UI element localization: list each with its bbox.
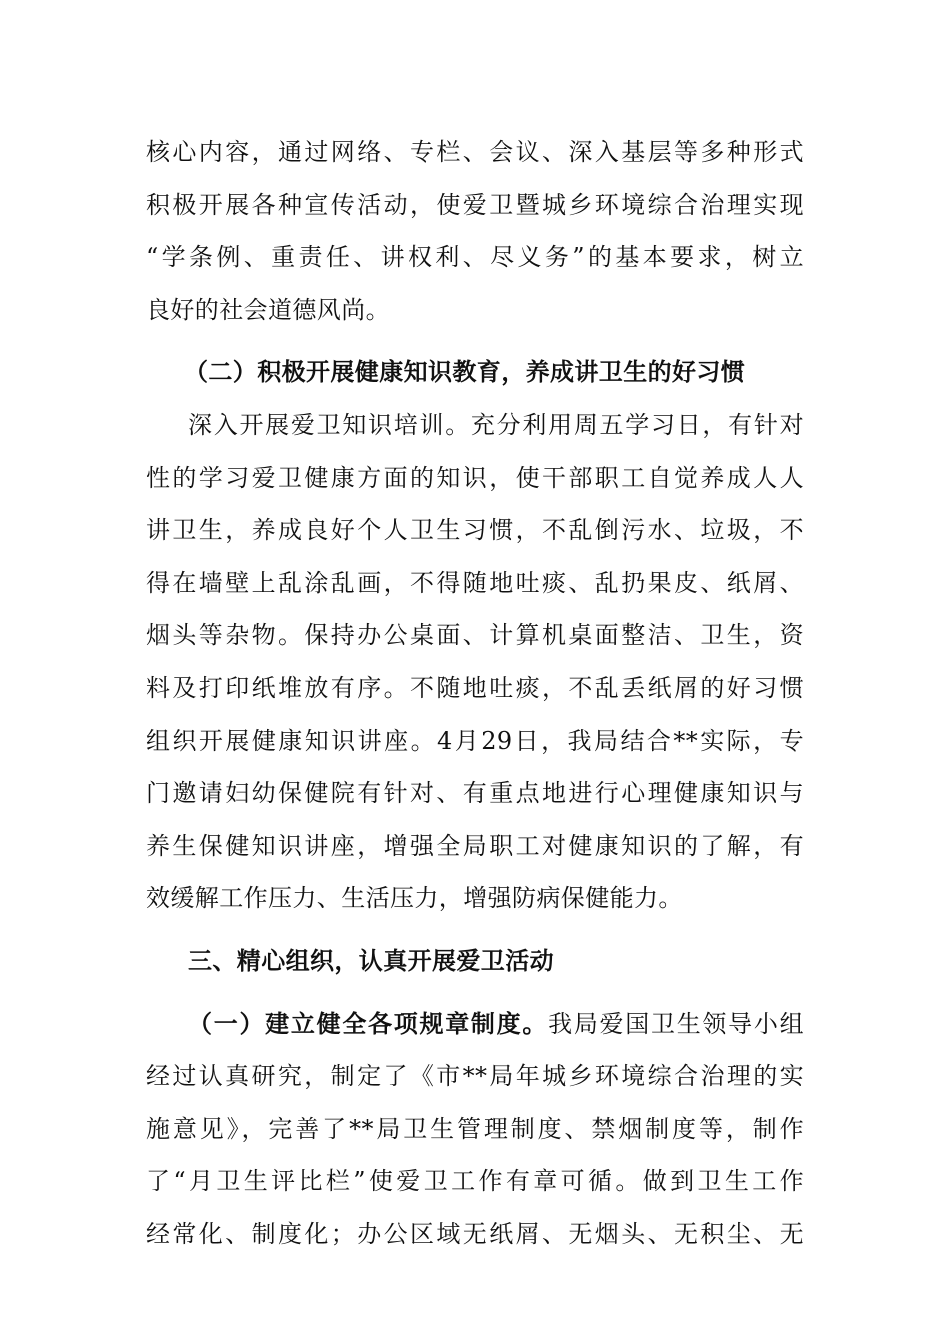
paragraph-line: 良好的社会道德风尚。 <box>146 295 390 324</box>
paragraph-line: 门邀请妇幼保健院有针对、有重点地进行心理健康知识与 <box>146 779 804 808</box>
paragraph-line: 了“月卫生评比栏”使爱卫工作有章可循。做到卫生工作 <box>146 1167 804 1196</box>
section-heading-3: 三、精心组织，认真开展爱卫活动 <box>188 945 554 975</box>
paragraph-line: 组织开展健康知识讲座。4月29日，我局结合**实际，专 <box>146 726 804 755</box>
document-page <box>146 126 804 1260</box>
paragraph-line: 讲卫生，养成良好个人卫生习惯，不乱倒污水、垃圾，不 <box>146 516 804 545</box>
paragraph-text: 我局爱国卫生领导小组 <box>548 1009 804 1038</box>
paragraph-line: 经过认真研究，制定了《市**局年城乡环境综合治理的实 <box>146 1062 804 1091</box>
paragraph-line: “学条例、重责任、讲权利、尽义务”的基本要求，树立 <box>146 243 804 272</box>
paragraph-line: 深入开展爱卫知识培训。充分利用周五学习日，有针对 <box>188 410 804 439</box>
paragraph-line: 效缓解工作压力、生活压力，增强防病保健能力。 <box>146 884 683 913</box>
paragraph-line: 烟头等杂物。保持办公桌面、计算机桌面整洁、卫生，资 <box>146 621 804 650</box>
paragraph-line: 积极开展各种宣传活动，使爱卫暨城乡环境综合治理实现 <box>146 190 804 219</box>
subsection-lead: （一）建立健全各项规章制度。 <box>188 1008 549 1038</box>
paragraph-line <box>146 998 804 1051</box>
paragraph-line: 得在墙壁上乱涂乱画，不得随地吐痰、乱扔果皮、纸屑、 <box>146 568 804 597</box>
section-heading-2: （二）积极开展健康知识教育，养成讲卫生的好习惯 <box>184 357 746 387</box>
paragraph-line: 性的学习爱卫健康方面的知识，使干部职工自觉养成人人 <box>146 463 804 492</box>
paragraph-line: 施意见》，完善了**局卫生管理制度、禁烟制度等，制作 <box>146 1114 804 1143</box>
paragraph-line: 料及打印纸堆放有序。不随地吐痰，不乱丢纸屑的好习惯 <box>146 673 804 702</box>
paragraph-line: 经常化、制度化；办公区域无纸屑、无烟头、无积尘、无 <box>146 1219 804 1248</box>
paragraph-line: 养生保健知识讲座，增强全局职工对健康知识的了解，有 <box>146 831 804 860</box>
paragraph-line: 核心内容，通过网络、专栏、会议、深入基层等多种形式 <box>146 138 804 166</box>
